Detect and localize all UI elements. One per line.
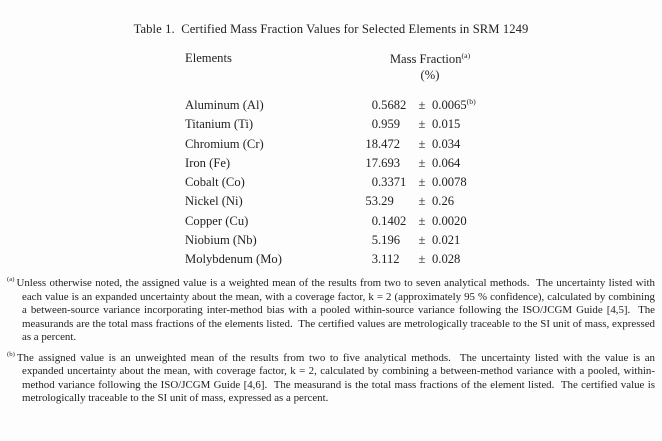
value-fraction-part: .959 [378, 117, 401, 132]
footnotes-section [7, 276, 658, 406]
value-fraction-part: .472 [378, 136, 401, 151]
plus-minus-sign: ± [418, 175, 426, 190]
table-row [185, 192, 515, 211]
uncertainty-value: 0.064 [432, 155, 461, 170]
table-row [185, 212, 515, 231]
footnote-a-text: Unless otherwise noted, the assigned value is a weighted mean of the results from two to seven analytical methods. The uncertainty listed with each value is an expanded uncertainty about the mean, with a coverage factor, k = 2 (approximately 95 % confidence), calculated by combining a between-source variance incorporating inter-method bias with a pooled within-source variance following the ISO/JCGM Guide [4,5]. The measurands are the total mass fractions of the elements listed. The certified values are metrologically traceable to the SI unit of mass, expressed as a percent. [16, 277, 658, 343]
element-name: Chromium (Cr) [185, 136, 264, 151]
column-header-mass-fraction [350, 51, 510, 83]
value-integer-part: 17 [365, 155, 378, 170]
table-row [185, 231, 515, 250]
value-integer-part: 5 [371, 233, 378, 248]
mass-fraction-footnote-marker: (a) [461, 50, 471, 60]
plus-minus-sign: ± [418, 136, 426, 151]
value-integer-part: 53 [365, 194, 378, 209]
footnote-a [7, 276, 658, 345]
plus-minus-sign: ± [418, 155, 426, 170]
plus-minus-sign: ± [418, 233, 426, 248]
value-fraction-part: .3371 [378, 175, 407, 190]
uncertainty-value: 0.0078 [432, 175, 467, 190]
footnote-b [7, 350, 658, 406]
value-fraction-part: .196 [378, 233, 401, 248]
mass-fraction-label [350, 51, 510, 67]
element-name: Copper (Cu) [185, 213, 249, 228]
element-name: Cobalt (Co) [185, 175, 245, 190]
column-header-elements: Elements [185, 51, 232, 65]
uncertainty-value: 0.021 [432, 233, 461, 248]
uncertainty-value: 0.26 [432, 194, 455, 209]
element-name: Titanium (Ti) [185, 117, 254, 132]
footnote-b-text: The assigned value is an unweighted mean of the results from two to five analytical methods. The uncertainty listed with the value is an expanded uncertainty about the mean, with coverage factor, k = 2, calculated by combining a between-method variance with a pooled, within-method variance following the ISO/JCGM Guide [4,6]. The measurand is the total mass fractions of the element listed. The certified value is metrologically traceable to the SI unit of mass, expressed as a percent. [16, 351, 658, 404]
element-name: Nickel (Ni) [185, 194, 243, 209]
element-name: Niobium (Nb) [185, 233, 257, 248]
table-row [185, 250, 515, 269]
footnote-a-marker: (a) [7, 276, 15, 284]
uncertainty-footnote-marker: (b) [466, 96, 476, 106]
element-name: Molybdenum (Mo) [185, 252, 282, 267]
plus-minus-sign: ± [418, 213, 426, 228]
element-name: Aluminum (Al) [185, 98, 264, 112]
value-integer-part: 18 [365, 136, 378, 151]
value-integer-part: 0 [371, 117, 378, 132]
uncertainty-value: 0.034 [432, 136, 461, 151]
value-fraction-part: .5682 [378, 98, 407, 112]
uncertainty-value: 0.015 [432, 117, 461, 132]
table-row [185, 173, 515, 192]
table-row [185, 96, 515, 115]
table-row [185, 154, 515, 173]
footnote-b-marker: (b) [7, 350, 15, 358]
unit-label: (%) [420, 68, 440, 82]
value-fraction-part: .693 [378, 155, 401, 170]
uncertainty-value: 0.028 [432, 252, 461, 267]
value-fraction-part: .29 [378, 194, 394, 209]
plus-minus-sign: ± [418, 98, 426, 112]
value-fraction-part: .112 [378, 252, 400, 267]
value-integer-part: 0 [371, 175, 378, 190]
mass-fraction-text: Mass Fraction [389, 52, 462, 66]
plus-minus-sign: ± [418, 117, 426, 132]
uncertainty-value: 0.0065$^{(b)}$ [432, 96, 476, 112]
table-row [185, 115, 515, 134]
value-integer-part: 0 [371, 98, 378, 112]
table-body [185, 96, 515, 270]
uncertainty-value: 0.0020 [432, 213, 467, 228]
element-name: Iron (Fe) [185, 155, 231, 170]
value-integer-part: 3 [371, 252, 378, 267]
table-row [185, 135, 515, 154]
value-integer-part: 0 [371, 213, 378, 228]
plus-minus-sign: ± [418, 252, 426, 267]
value-fraction-part: .1402 [378, 213, 407, 228]
plus-minus-sign: ± [418, 194, 426, 209]
table-title: Table 1. Certified Mass Fraction Values for Selected Elements in SRM 1249 [133, 22, 529, 36]
